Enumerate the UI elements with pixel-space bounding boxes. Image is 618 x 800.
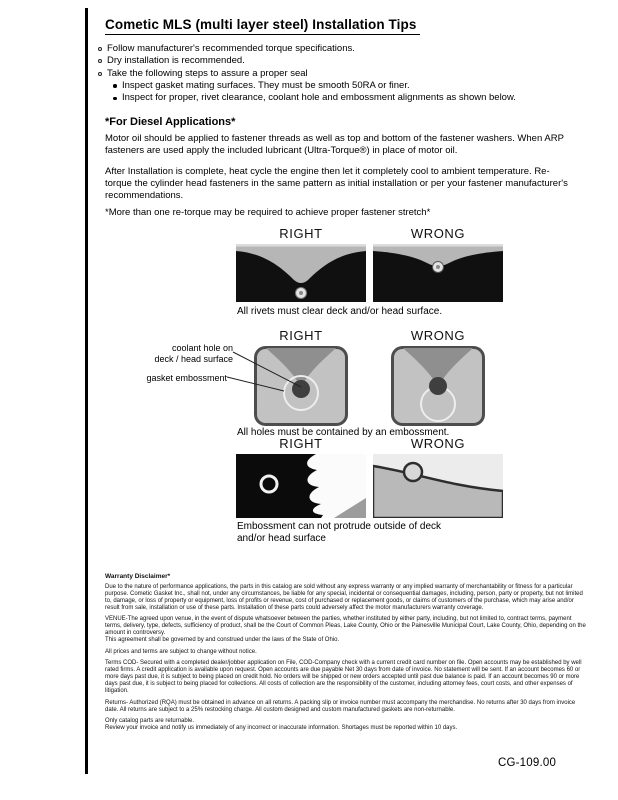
rivet-right-column <box>236 227 366 302</box>
retorque-note: *More than one re-torque may be required to achieve proper fastener stretch* <box>105 207 431 218</box>
tip-text: Take the following steps to assure a proper seal <box>107 67 308 79</box>
gasket-embossment-label: gasket embossment <box>146 373 227 383</box>
embossment-wrong-diagram <box>373 454 503 518</box>
coolant-hole-label-line1: coolant hole on <box>171 343 233 353</box>
wrong-header: WRONG <box>410 328 466 343</box>
tip-text: Inspect for proper, rivet clearance, coolant hole and embossment alignments as shown below. <box>122 92 516 104</box>
rivets-caption: All rivets must clear deck and/or head surface. <box>237 306 443 317</box>
tip-item <box>98 43 598 55</box>
diesel-applications-heading: *For Diesel Applications* <box>105 116 236 128</box>
warranty-heading: Warranty Disclaimer* <box>105 573 171 580</box>
embossment-caption-line1: Embossment can not protrude outside of deck <box>237 521 442 532</box>
dot-bullet-icon <box>113 97 117 101</box>
diagram-row-holes <box>236 329 503 426</box>
warranty-governed-paragraph: This agreement shall be governed by and construed under the laws of the State of Ohio. <box>105 637 340 643</box>
tip-text: Inspect gasket mating surfaces. They must be smooth 50RA or finer. <box>122 79 410 91</box>
holes-wrong-column <box>373 329 503 426</box>
coolant-hole-label-line2: deck / head surface <box>154 353 233 364</box>
circle-bullet-icon <box>98 72 102 76</box>
warranty-catalog-paragraph: Only catalog parts are returnable. <box>105 718 195 724</box>
warranty-liability-paragraph: Due to the nature of performance applications, the parts in this catalog are sold without any express warranty or any implied warranty of merchantability or fitness for a particular purpose. Cometic Gasket Inc., shall not, under any circumstances, be liable for any special, incidental or consequential damages, including, person, party or property, but not limited to, damage, or loss of property or equipment, loss of profits or revenue, cost of purchased or replacement goods, or claims of customers of the purchase, which may arise and/or result from sale, installation or use of these parts. Installation of these parts could adversely affect the motor manufacturers warranty coverage. <box>105 583 583 611</box>
rivet-right-diagram <box>236 244 366 302</box>
warranty-review-paragraph: Review your invoice and notify us immediately of any incorrect or inaccurate information. Shortages must be reported within 10 days. <box>105 725 458 731</box>
page-title: Cometic MLS (multi layer steel) Installation Tips <box>105 17 420 35</box>
rivet-wrong-diagram <box>373 244 503 302</box>
right-header: RIGHT <box>279 436 323 451</box>
left-binding-rule <box>85 8 88 774</box>
page-code: CG-109.00 <box>498 757 557 769</box>
circle-bullet-icon <box>98 47 102 51</box>
embossment-right-diagram <box>236 454 366 518</box>
warranty-returns-paragraph: Returns- Authorized (RQA) must be obtained in advance on all returns. A packing slip or invoice number must accompany the merchandise. No returns after 30 days from invoice date. All returns are subject to a 25% restocking charge. All custom designed and custom manufactured gaskets are non-returnable. <box>105 699 576 713</box>
right-header: RIGHT <box>279 226 323 241</box>
embossment-caption-line2: and/or head surface <box>237 532 326 544</box>
warranty-prices-paragraph: All prices and terms are subject to change without notice. <box>105 648 257 655</box>
warranty-disclaimer-section <box>105 573 588 737</box>
embossment-caption <box>237 521 441 544</box>
rivet-wrong-column <box>373 227 503 302</box>
diagram-row-embossment <box>236 437 503 518</box>
embossment-right-column <box>236 437 366 518</box>
tip-sub-item <box>113 80 598 92</box>
warranty-terms-paragraph: Terms COD- Secured with a completed dealer/jobber application on File, COD-Company check with a current credit card number on file. Open accounts may be established by well rated firms. A credit application is available upon request. Open accounts are due payable Net 30 days from date of invoice. No statement will be sent. If an account becomes 60 or more days past due, it is subject to being placed on credit hold. No orders will be shipped or new orders accepted until past due balance is paid. If an account becomes 90 or more days past due, it is subject to being placed for collections. All costs of collection are the responsibility of the customer, including attorney fees, court costs, and other expenses of litigation. <box>105 660 582 694</box>
holes-wrong-diagram <box>391 346 485 426</box>
circle-bullet-icon <box>98 59 102 63</box>
coolant-hole-label <box>100 343 233 364</box>
diagram-row-rivets <box>236 227 503 302</box>
installation-tips-list <box>98 43 598 104</box>
wrong-header: WRONG <box>410 436 466 451</box>
tip-text: Follow manufacturer's recommended torque specifications. <box>107 43 355 54</box>
holes-right-column <box>236 329 366 426</box>
embossment-wrong-column <box>373 437 503 518</box>
holes-right-diagram <box>254 346 348 426</box>
diesel-heat-cycle-paragraph: After Installation is complete, heat cycle the engine then let it completely cool to ambient temperature. Re-torque the cylinder head fasteners in the same pattern as initial installation or per your fastener manufacturer's recommendations. <box>105 166 568 201</box>
dot-bullet-icon <box>113 84 117 88</box>
right-header: RIGHT <box>279 328 323 343</box>
warranty-venue-paragraph: VENUE-The agreed upon venue, in the event of dispute whatsoever between the parties, whether instituted by either party, including, but not limited to, contract terms, payment terms, delivery, type, defects, sufficiency of product, shall be the Court of Common Pleas, Lake County, Ohio or the Painesville Municipal Court, Lake County, Ohio, depending on the amount in controversy. <box>105 616 586 636</box>
tip-text: Dry installation is recommended. <box>107 55 245 67</box>
holes-caption: All holes must be contained by an embossment. <box>237 427 450 438</box>
wrong-header: WRONG <box>410 226 466 241</box>
tip-item <box>98 68 598 80</box>
tip-item <box>98 55 598 67</box>
diesel-oil-paragraph: Motor oil should be applied to fastener threads as well as top and bottom of the fastener washers. When ARP fasteners are used apply the included lubricant (Ultra-Torque®) in place of motor oil. <box>105 133 564 156</box>
tip-sub-item <box>113 92 598 104</box>
